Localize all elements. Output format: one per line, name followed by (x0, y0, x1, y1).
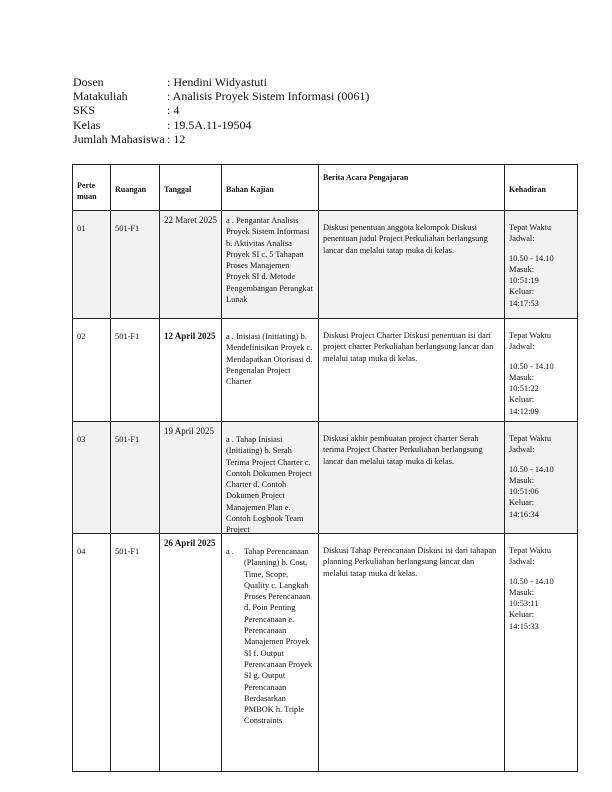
col-header-tanggal: Tanggal (159, 165, 221, 210)
schedule-value: 10.50 - 14.10 (509, 576, 554, 586)
cell-tanggal (159, 319, 221, 421)
attendance-status: Tepat Waktu (509, 223, 552, 232)
cell-ruangan: 501-F1 (110, 319, 159, 421)
info-value: : 4 (167, 103, 180, 118)
checkout-label: Keluar: (509, 287, 535, 297)
cell-berita-acara: Diskusi Project Charter Diskusi penentuan isi dari project charter Perkuliahan berlangsung lancar dan melalui tatap muka di kelas. (318, 319, 504, 421)
checkin-value: 10:51:22 (509, 384, 539, 394)
checkout-value: 14:17:53 (509, 298, 539, 308)
info-row-jumlah-mahasiswa (73, 132, 369, 146)
cell-berita-acara: Diskusi Tahap Perencanaan Diskusi isi dari tahapan planning Perkuliahan berlangsung lancar dan melalui tatap muka di kelas. (318, 534, 504, 771)
cell-bahan-kajian: a . Pengantar Analisis Proyek Sistem Informasi b. Aktivitas Analisa Proyek SI c. 5 Tahapan Proses Manajemen Proyek SI d. Metode Pengembangan Perangkat Lunak (221, 211, 318, 318)
course-info (73, 75, 369, 146)
checkout-label: Keluar: (509, 498, 535, 508)
checkout-value: 14:12:09 (509, 406, 539, 416)
table-row (73, 421, 577, 533)
schedule-value: 10.50 - 14.10 (509, 464, 554, 474)
checkout-value: 14:15:33 (509, 621, 539, 631)
cell-tanggal (159, 211, 221, 318)
cell-bahan-kajian (221, 534, 318, 771)
cell-berita-acara: Diskusi penentuan anggota kelompok Diskusi penentuan judul Project Perkuliahan berlangsung lancar dan melalui tatap muka di kelas. (318, 211, 504, 318)
checkin-value: 10:51:19 (509, 276, 539, 286)
schedule-value: 10.50 - 14.10 (509, 253, 554, 263)
info-label: Jumlah Mahasiswa (73, 131, 165, 146)
schedule-label: Jadwal: (509, 445, 535, 455)
info-label: Kelas (73, 117, 101, 132)
table-row (73, 533, 577, 771)
schedule-value: 10.50 - 14.10 (509, 361, 554, 371)
cell-kehadiran (504, 422, 577, 533)
date-text: 26 April 2025 (164, 538, 216, 548)
checkout-label: Keluar: (509, 610, 535, 620)
col-header-text: Perte (77, 181, 96, 190)
schedule-label: Jadwal: (509, 234, 535, 244)
col-header-kehadiran: Kehadiran (504, 165, 577, 210)
info-row-dosen (73, 75, 369, 89)
cell-kehadiran (504, 211, 577, 318)
cell-kehadiran (504, 319, 577, 421)
col-header-pertemuan (73, 165, 110, 210)
date-text: 12 April 2025 (164, 331, 216, 341)
cell-berita-acara: Diskusi akhir pembuatan project charter Serah terima Project Charter Perkuliahan berlangsung lancar dan melalui tatap muka di kelas. (318, 422, 504, 533)
col-header-ruangan: Ruangan (110, 165, 159, 210)
cell-tanggal (159, 422, 221, 533)
table-header-row (73, 165, 577, 210)
info-value: : Analisis Proyek Sistem Informasi (0061) (167, 89, 370, 104)
table-row (73, 210, 577, 318)
table-row (73, 318, 577, 421)
info-label: Dosen (73, 75, 104, 89)
schedule-label: Jadwal: (509, 342, 535, 352)
attendance-status: Tepat Waktu (509, 546, 552, 555)
cell-pertemuan: 03 (77, 435, 86, 444)
checkin-value: 10:53:11 (509, 599, 539, 609)
col-header-bahan-kajian: Bahan Kajian (221, 165, 318, 210)
info-row-matakuliah (73, 89, 369, 103)
cell-ruangan: 501-F1 (110, 534, 159, 771)
info-label: SKS (73, 103, 96, 118)
attendance-table (72, 164, 578, 772)
checkin-label: Masuk: (509, 264, 535, 274)
checkin-label: Masuk: (509, 372, 535, 382)
col-header-berita-acara: Berita Acara Pengajaran (318, 165, 504, 210)
cell-ruangan: 501-F1 (110, 422, 159, 533)
info-value: : 12 (167, 131, 186, 146)
checkout-label: Keluar: (509, 395, 535, 405)
info-value: : Hendini Widyastuti (167, 75, 267, 89)
checkin-label: Masuk: (509, 475, 535, 485)
checkout-value: 14:16:34 (509, 509, 539, 519)
cell-pertemuan: 04 (77, 547, 86, 556)
material-text: Tahap Perencanaan (Planning) b. Cost, Time, Scope, Quality c. Langkah Proses Perencanaan d. Poin Penting Perencanaan e. Perencanaan Manajemen Proyek SI f. Output Perencanaan Proyek SI g. Output Perencanaan Berdasarkan PMBOK h. Triple Constraints (244, 547, 313, 726)
cell-bahan-kajian: a . Inisiasi (Initiating) b. Mendefinisikan Proyek c. Mendapatkan Otorisasi d. Pengenalan Project Charter (221, 319, 318, 421)
info-row-kelas (73, 118, 369, 132)
cell-pertemuan: 01 (77, 224, 86, 233)
info-row-sks (73, 103, 369, 117)
cell-ruangan: 501-F1 (110, 211, 159, 318)
list-marker: a . (226, 547, 234, 556)
info-value: : 19.5A.11-19504 (167, 117, 252, 132)
cell-tanggal (159, 534, 221, 771)
date-text: 22 Maret 2025 (164, 215, 217, 225)
attendance-status: Tepat Waktu (509, 434, 552, 443)
schedule-label: Jadwal: (509, 557, 535, 567)
cell-kehadiran (504, 534, 577, 771)
info-label: Matakuliah (73, 89, 128, 104)
cell-pertemuan: 02 (77, 332, 86, 341)
cell-bahan-kajian: a . Tahap Inisiasi (Initiating) b. Serah Terima Project Charter c. Contoh Dokumen Project Charter d. Contoh Dokumen Project Manajemen Plan e. Contoh Logbook Team Project (221, 422, 318, 533)
attendance-status: Tepat Waktu (509, 331, 552, 340)
col-header-text: muan (77, 192, 97, 202)
checkin-value: 10:51:06 (509, 487, 539, 497)
checkin-label: Masuk: (509, 587, 535, 597)
date-text: 19 April 2025 (164, 426, 215, 436)
